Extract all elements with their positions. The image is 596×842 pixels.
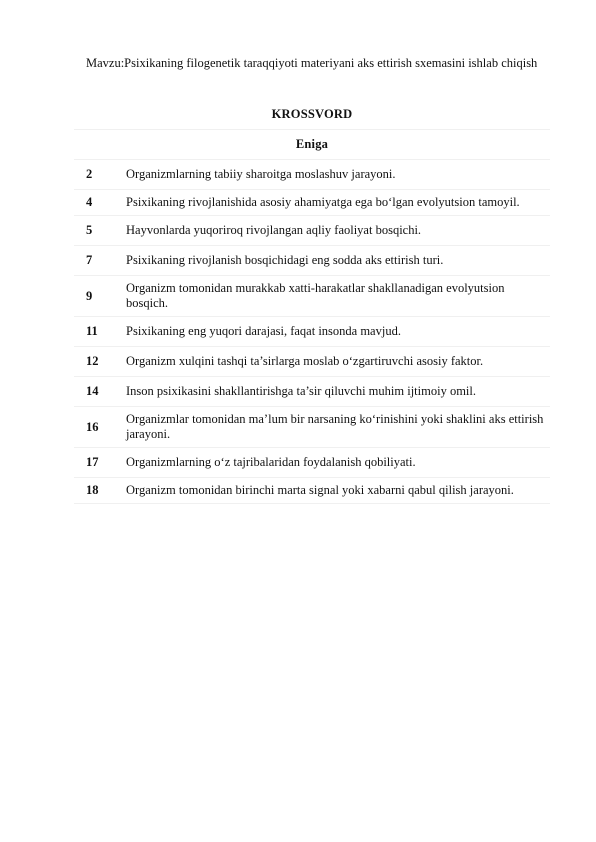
- clue-text: Organizm xulqini tashqi ta’sirlarga moslab o‘zgartiruvchi asosiy faktor.: [126, 347, 550, 377]
- section-title-row: [74, 130, 550, 160]
- clue-number: 18: [74, 478, 126, 504]
- section-title: Eniga: [74, 130, 550, 160]
- table-title-row: [74, 100, 550, 130]
- clue-number: 9: [74, 276, 126, 317]
- table-title: KROSSVORD: [74, 100, 550, 130]
- clue-number: 16: [74, 407, 126, 448]
- clue-number: 14: [74, 377, 126, 407]
- topic-heading: Mavzu:Psixikaning filogenetik taraqqiyoti materiyani aks ettirish sxemasini ishlab chiqish: [86, 56, 538, 70]
- clue-row: [74, 377, 550, 407]
- clue-row: [74, 347, 550, 377]
- clue-text: Organizmlarning o‘z tajribalaridan foydalanish qobiliyati.: [126, 448, 550, 478]
- clue-number: 2: [74, 160, 126, 190]
- clue-number: 4: [74, 190, 126, 216]
- clue-row: [74, 276, 550, 317]
- clue-text: Organizm tomonidan murakkab xatti-harakatlar shakllanadigan evolyutsion bosqich.: [126, 276, 550, 317]
- clue-row: [74, 246, 550, 276]
- clue-row: [74, 216, 550, 246]
- clue-number: 5: [74, 216, 126, 246]
- clue-text: Organizmlarning tabiiy sharoitga moslashuv jarayoni.: [126, 160, 550, 190]
- clue-text: Psixikaning rivojlanish bosqichidagi eng sodda aks ettirish turi.: [126, 246, 550, 276]
- clue-row: [74, 190, 550, 216]
- clue-row: [74, 448, 550, 478]
- clue-text: Psixikaning rivojlanishida asosiy ahamiyatga ega bo‘lgan evolyutsion tamoyil.: [126, 190, 550, 216]
- clue-text: Organizmlar tomonidan ma’lum bir narsaning ko‘rinishini yoki shaklini aks ettirish jarayoni.: [126, 407, 550, 448]
- clue-row: [74, 407, 550, 448]
- clue-number: 17: [74, 448, 126, 478]
- crossword-clues-table: [74, 100, 550, 504]
- clue-text: Inson psixikasini shakllantirishga ta’sir qiluvchi muhim ijtimoiy omil.: [126, 377, 550, 407]
- clue-text: Organizm tomonidan birinchi marta signal yoki xabarni qabul qilish jarayoni.: [126, 478, 550, 504]
- clue-text: Hayvonlarda yuqoriroq rivojlangan aqliy faoliyat bosqichi.: [126, 216, 550, 246]
- clue-text: Psixikaning eng yuqori darajasi, faqat insonda mavjud.: [126, 317, 550, 347]
- clue-row: [74, 317, 550, 347]
- clue-row: [74, 478, 550, 504]
- clue-number: 11: [74, 317, 126, 347]
- clue-number: 12: [74, 347, 126, 377]
- clue-number: 7: [74, 246, 126, 276]
- clue-row: [74, 160, 550, 190]
